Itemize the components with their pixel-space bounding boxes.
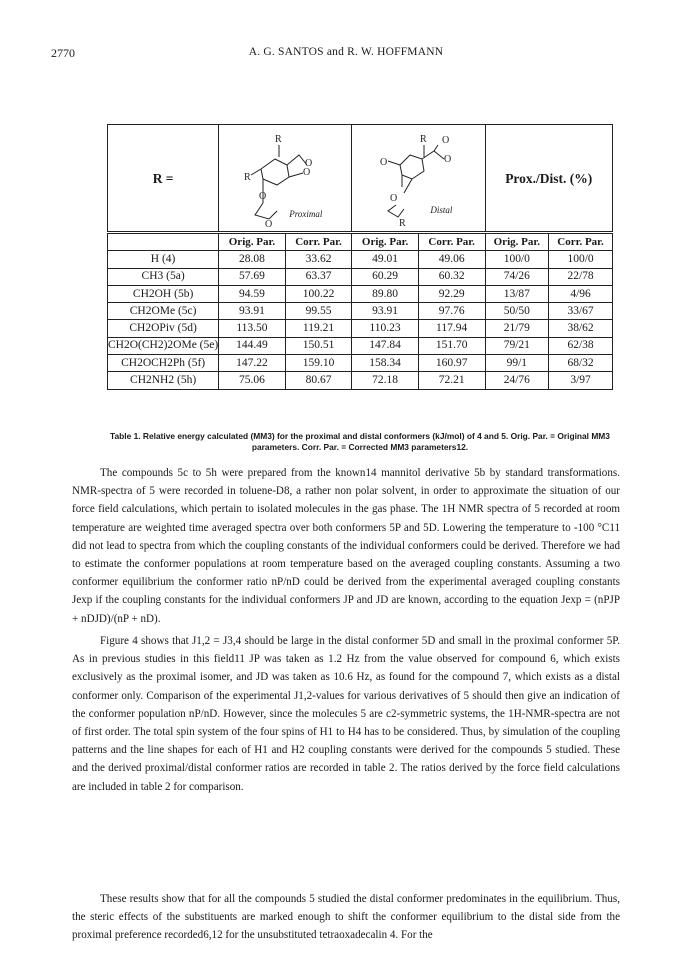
distal-structure-cell [352, 125, 485, 233]
svg-text:R: R [275, 134, 282, 145]
table-cell: 57.69 [219, 268, 285, 285]
table-cell: 50/50 [485, 303, 549, 320]
svg-text:O: O [380, 157, 388, 168]
table-row [108, 268, 613, 285]
table-cell: 94.59 [219, 285, 285, 302]
row-name: CH2OCH2Ph (5f) [108, 355, 219, 372]
svg-text:O: O [390, 193, 398, 204]
column-header: Corr. Par. [285, 233, 352, 251]
table-cell: 68/32 [549, 355, 613, 372]
svg-text:O: O [444, 154, 452, 165]
table-cell: 74/26 [485, 268, 549, 285]
svg-text:O: O [305, 158, 313, 169]
table-cell: 117.94 [418, 320, 485, 337]
column-header-row [108, 233, 613, 251]
table-cell: 28.08 [219, 251, 285, 268]
proximal-structure-cell [219, 125, 352, 233]
table-cell: 93.91 [219, 303, 285, 320]
table-cell: 4/96 [549, 285, 613, 302]
energy-table [107, 124, 613, 390]
row-name: CH2O(CH2)2OMe (5e) [108, 337, 219, 354]
table-cell: 33.62 [285, 251, 352, 268]
table-cell: 119.21 [285, 320, 352, 337]
table-cell: 38/62 [549, 320, 613, 337]
table-row [108, 320, 613, 337]
running-head-authors: A. G. SANTOS and R. W. HOFFMANN [248, 46, 444, 58]
row-name: H (4) [108, 251, 219, 268]
row-name: CH2NH2 (5h) [108, 372, 219, 389]
column-header: Orig. Par. [485, 233, 549, 251]
table-cell: 89.80 [352, 285, 418, 302]
table-cell: 159.10 [285, 355, 352, 372]
distal-structure [352, 125, 484, 231]
table-row [108, 251, 613, 268]
table-cell: 72.18 [352, 372, 418, 389]
table-cell: 100/0 [485, 251, 549, 268]
table-cell: 24/76 [485, 372, 549, 389]
column-header: Orig. Par. [219, 233, 285, 251]
table-row [108, 372, 613, 389]
paragraph-3: These results show that for all the compounds 5 studied the distal conformer predominates in the equilibrium. Thus, the steric effects of the substituents are marked enough to shift the conformer equilibrium to the distal side from the proximal preference recorded6,12 for the unsubstituted tetraoxadecalin 4. For the [72, 893, 620, 942]
table-cell: 80.67 [285, 372, 352, 389]
table-cell: 158.34 [352, 355, 418, 372]
svg-text:R: R [244, 172, 251, 183]
table-cell: 99/1 [485, 355, 549, 372]
table-cell: 33/67 [549, 303, 613, 320]
svg-text:O: O [442, 135, 450, 146]
page-header [0, 46, 692, 64]
column-header: Corr. Par. [549, 233, 613, 251]
table-cell: 49.01 [352, 251, 418, 268]
row-name: CH2OMe (5c) [108, 303, 219, 320]
table-row [108, 303, 613, 320]
table-cell: 92.29 [418, 285, 485, 302]
proximal-label: Proximal [289, 209, 323, 219]
table-cell: 100.22 [285, 285, 352, 302]
table-cell: 100/0 [549, 251, 613, 268]
svg-text:O: O [265, 219, 273, 230]
table-cell: 113.50 [219, 320, 285, 337]
table-cell: 110.23 [352, 320, 418, 337]
paragraph-2: Figure 4 shows that J1,2 = J3,4 should be large in the distal conformer 5D and small in the proximal conformer 5P. As in previous studies in this field11 JP was taken as 1.2 Hz from the value observed for compound 6, which exists exclusively as the proximal isomer, and JD was taken as 10.6 Hz, as found for the compound 7, which exists as a distal conformer only. Comparison of the experimental J1,2-values for various derivatives of 5 should then give an indication of the conformer population nP/nD. However, since the molecules 5 are c2-symmetric systems, the 1H-NMR-spectra are not of first order. The total spin system of the four spins of H1 to H4 has to be considered. Thus, by simulation of the coupling patterns and the line shapes for each of H1 and H2 coupling constants were derived for the compounds 5 studied. These and the derived proximal/distal conformer ratios are recorded in table 2. The ratios derived by the force field calculations are included in table 2 for comparison. [72, 635, 620, 793]
table-cell: 60.29 [352, 268, 418, 285]
table-caption: Table 1. Relative energy calculated (MM3) for the proximal and distal conformers (kJ/mol) of 4 and 5. Orig. Par. = Original MM3 parameters. Corr. Par. = Corrected MM3 parameters12. [110, 431, 610, 452]
table-cell: 72.21 [418, 372, 485, 389]
row-name: CH3 (5a) [108, 268, 219, 285]
column-header: Orig. Par. [352, 233, 418, 251]
svg-text:R: R [420, 134, 428, 145]
table-cell: 99.55 [285, 303, 352, 320]
table-cell: 63.37 [285, 268, 352, 285]
table-cell: 160.97 [418, 355, 485, 372]
table-cell: 147.84 [352, 337, 418, 354]
proximal-structure [219, 125, 351, 231]
table-cell: 13/87 [485, 285, 549, 302]
table-cell: 62/38 [549, 337, 613, 354]
prox-dist-header: Prox./Dist. (%) [485, 125, 612, 233]
page-number: 2770 [51, 46, 75, 60]
paragraph-1: The compounds 5c to 5h were prepared from the known14 mannitol derivative 5b by standard transformations. NMR-spectra of 5 were recorded in toluene-D8, a rather non polar solvent, in order to approximate the situation of our force field calculations, which pertain to isolated molecules in the gas phase. The 1H NMR spectra of 5 recorded at room temperature are weighted time averaged spectra over both conformers 5P and 5D. Lowering the temperature to -100 °C11 did not lead to spectra from which the coupling constants of the individual conformers could be derived. Therefore we had to estimate the conformer populations at room temperature based on the averaged coupling constants. Assuming a two conformer equilibrium the conformer ratio nP/nD could be derived from the experimental averaged coupling constants Jexp if the coupling constants for the individual conformers JP and JD are known, according to the equation Jexp = (nPJP + nDJD)/(nP + nD). [72, 467, 620, 625]
column-header: Corr. Par. [418, 233, 485, 251]
table-cell: 147.22 [219, 355, 285, 372]
table-row [108, 337, 613, 354]
table-cell: 22/78 [549, 268, 613, 285]
row-name: CH2OH (5b) [108, 285, 219, 302]
distal-structure-drawing [352, 125, 492, 231]
table-cell: 93.91 [352, 303, 418, 320]
row-name: CH2OPiv (5d) [108, 320, 219, 337]
table-cell: 21/79 [485, 320, 549, 337]
r-label: R = [108, 125, 219, 233]
table-cell: 49.06 [418, 251, 485, 268]
svg-text:O: O [303, 167, 311, 178]
table-cell: 79/21 [485, 337, 549, 354]
distal-label: Distal [430, 205, 453, 215]
table-cell: 75.06 [219, 372, 285, 389]
column-header-blank [108, 233, 219, 251]
svg-text:O: O [259, 191, 267, 202]
table-row [108, 355, 613, 372]
table-cell: 150.51 [285, 337, 352, 354]
table-cell: 151.70 [418, 337, 485, 354]
svg-text:R: R [399, 218, 407, 229]
table-cell: 60.32 [418, 268, 485, 285]
table-cell: 144.49 [219, 337, 285, 354]
table-cell: 3/97 [549, 372, 613, 389]
table-cell: 97.76 [418, 303, 485, 320]
table-row [108, 285, 613, 302]
